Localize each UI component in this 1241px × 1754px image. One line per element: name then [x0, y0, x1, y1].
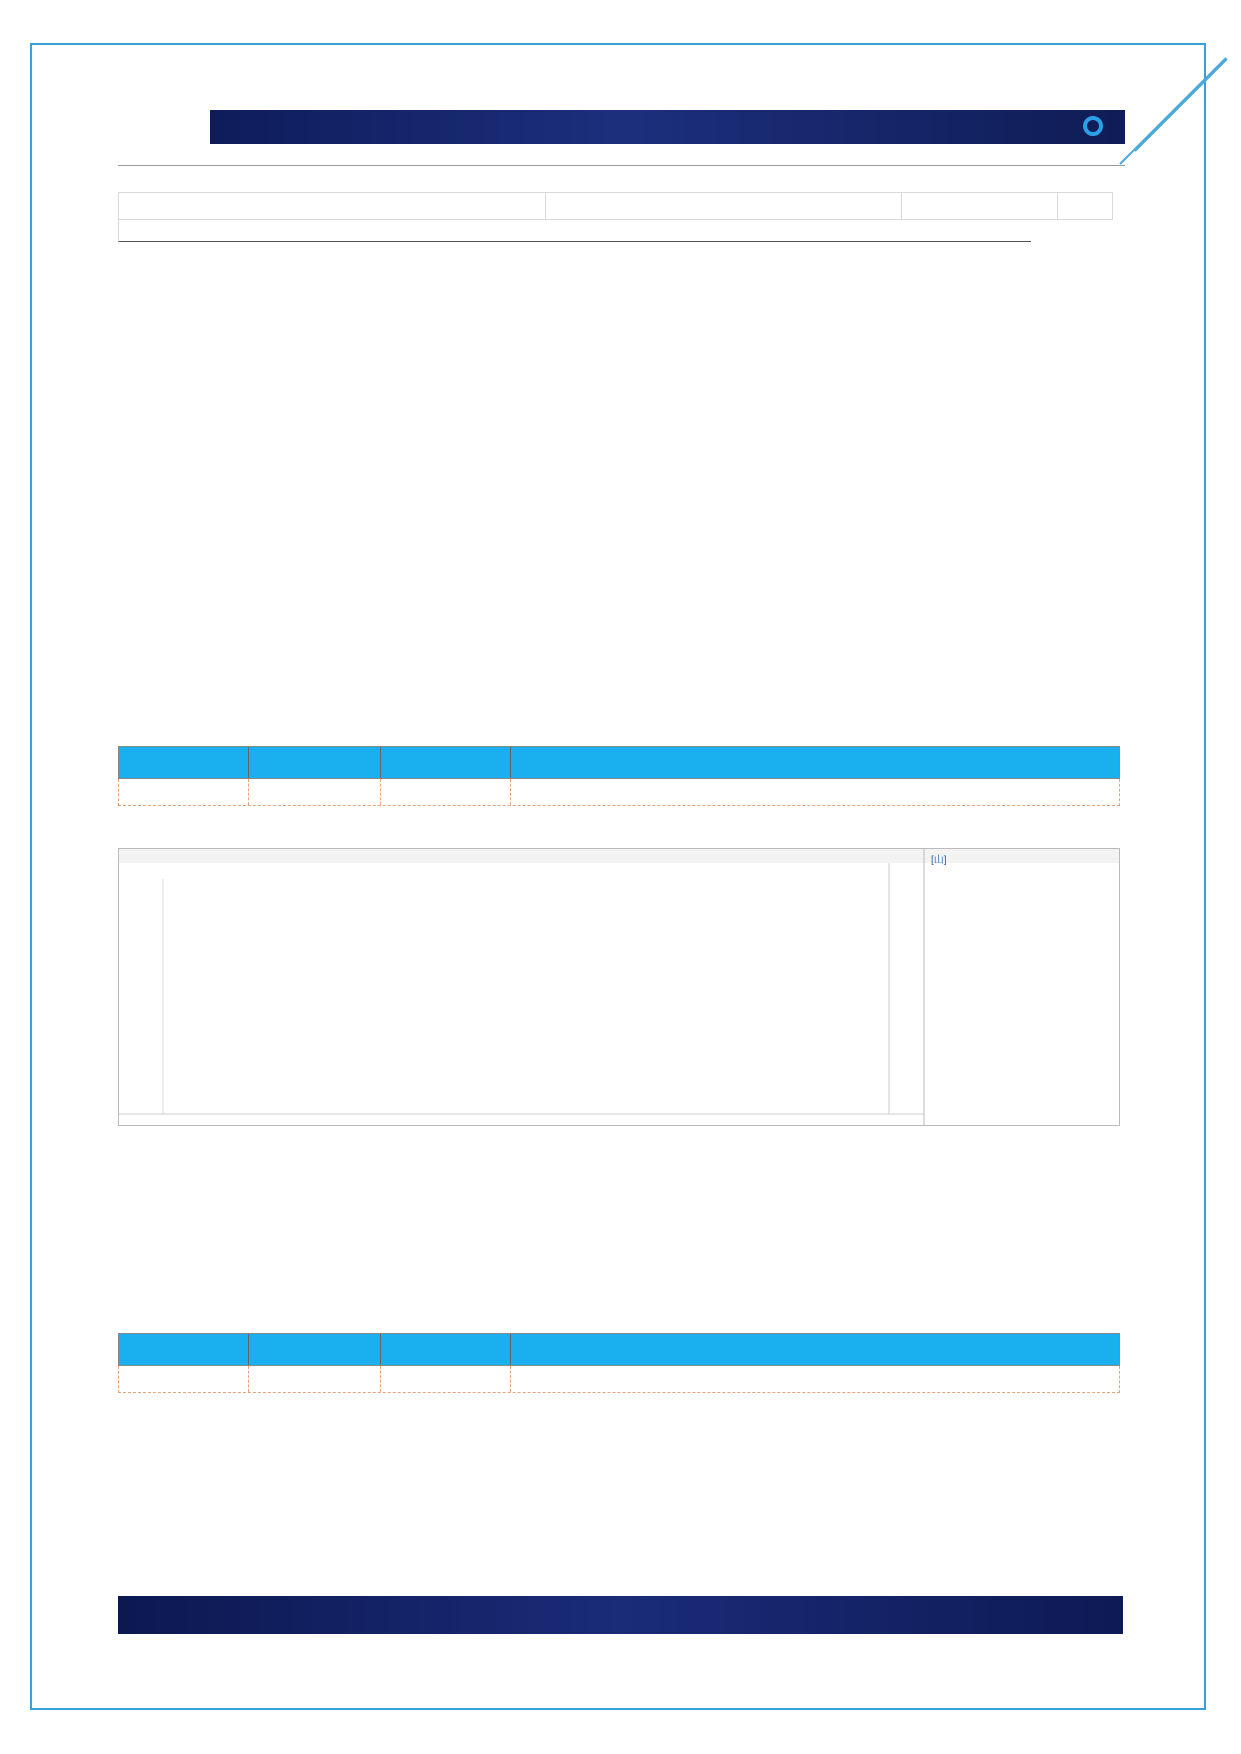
header-sector [119, 747, 249, 778]
header-contract [249, 1334, 381, 1365]
kline-svg [119, 849, 1119, 1125]
soda-ash-kline-chart [118, 848, 1120, 1126]
quote-icon: [山] [931, 855, 947, 866]
view-row [118, 1366, 1120, 1393]
view-table-soda-ash [118, 746, 1120, 806]
advice-value [511, 1366, 1119, 1392]
source-label [902, 193, 1058, 219]
view-header [118, 1333, 1120, 1366]
view-row [118, 779, 1120, 806]
header-contract [249, 747, 381, 778]
contract-value [249, 779, 381, 805]
footer-banner [118, 1596, 1123, 1634]
header-view [381, 747, 511, 778]
sector-value [119, 1366, 249, 1392]
sector-value [119, 779, 249, 805]
view-table-rubber [118, 1333, 1120, 1393]
chart-toolbar-bg [119, 849, 1119, 863]
header-divider [118, 165, 1125, 166]
summary-note [118, 220, 1031, 242]
view-value [381, 1366, 511, 1392]
company-logo [1083, 116, 1109, 136]
header-banner [210, 110, 1125, 144]
time-label [546, 193, 672, 219]
header-view [381, 1334, 511, 1365]
advice-value [511, 779, 1119, 805]
summary-header [118, 192, 1113, 220]
header-advice [511, 1334, 1119, 1365]
summary-title [119, 193, 546, 219]
contract-value [249, 1366, 381, 1392]
weekly-summary [118, 192, 1113, 242]
header-sector [119, 1334, 249, 1365]
header-advice [511, 747, 1119, 778]
logo-circle-icon [1083, 116, 1103, 136]
view-header [118, 746, 1120, 779]
time-value [672, 193, 902, 219]
view-value [381, 779, 511, 805]
